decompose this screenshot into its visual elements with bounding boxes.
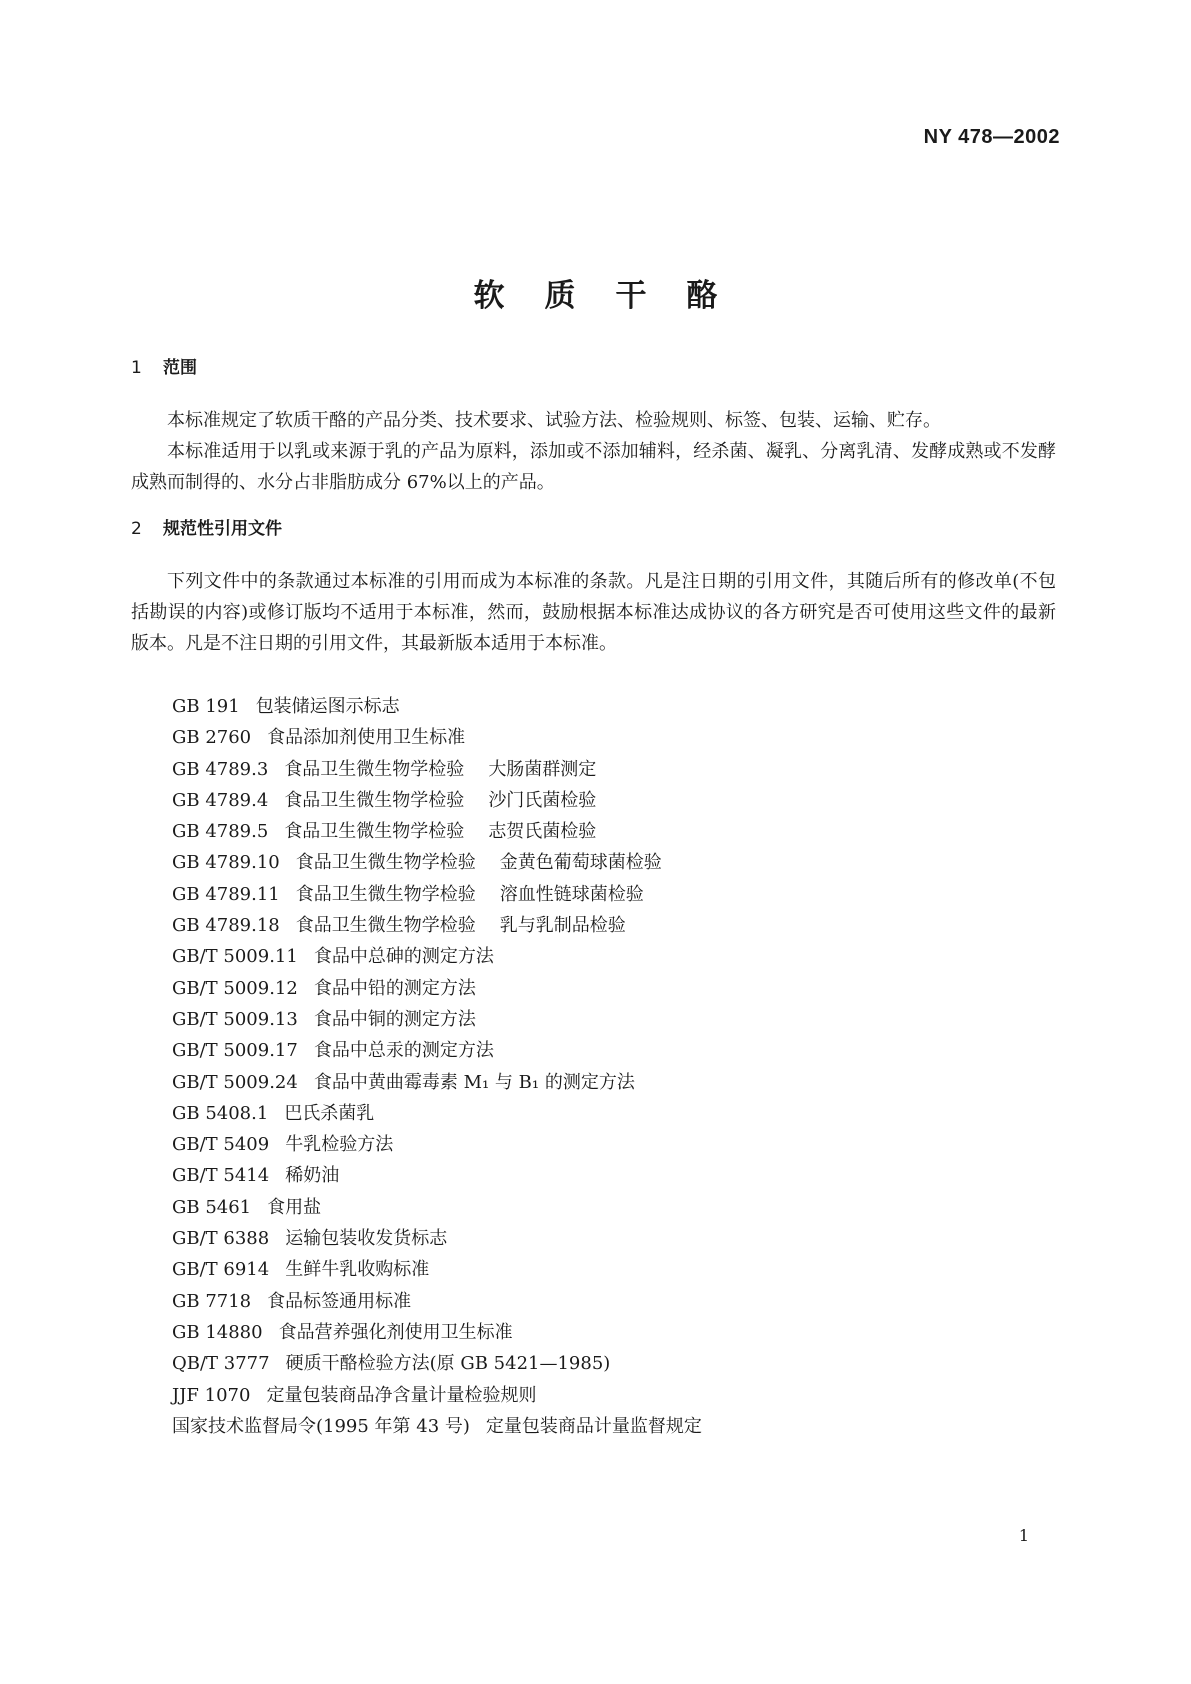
reference-code: GB 5461	[172, 1196, 252, 1218]
reference-title: 食品中黄曲霉毒素 M₁ 与 B₁ 的测定方法	[313, 1071, 635, 1093]
reference-code: GB 4789.4	[172, 789, 269, 811]
reference-code: GB 4789.18	[172, 915, 280, 937]
reference-title: 食品中总汞的测定方法	[313, 1040, 494, 1062]
reference-code: GB/T 5009.17	[172, 1040, 298, 1062]
reference-code: GB/T 5009.13	[172, 1008, 298, 1030]
reference-subtitle: 金黄色葡萄球菌检验	[499, 852, 662, 874]
reference-item	[172, 1411, 702, 1442]
reference-title: 巴氏杀菌乳	[284, 1102, 375, 1124]
reference-code: GB 191	[172, 696, 240, 717]
reference-item	[172, 1067, 702, 1098]
reference-code: GB 5408.1	[172, 1102, 269, 1124]
reference-title: 食品营养强化剂使用卫生标准	[278, 1321, 513, 1343]
reference-item	[172, 1286, 702, 1317]
reference-item	[172, 1035, 702, 1066]
reference-item	[172, 1317, 702, 1348]
reference-title: 食品中铜的测定方法	[313, 1008, 476, 1030]
reference-item	[172, 1129, 702, 1160]
reference-item	[172, 1192, 702, 1223]
reference-code: GB/T 5009.11	[172, 946, 298, 968]
scope-paragraph-1: 本标准规定了软质干酪的产品分类、技术要求、试验方法、检验规则、标签、包装、运输、贮存。	[167, 410, 941, 431]
reference-title: 运输包装收发货标志	[285, 1228, 448, 1250]
reference-code: GB 2760	[172, 727, 252, 749]
reference-item	[172, 754, 702, 785]
reference-subtitle: 沙门氏菌检验	[488, 789, 597, 811]
reference-code: GB 4789.10	[172, 852, 280, 874]
reference-item	[172, 816, 702, 847]
reference-subtitle: 大肠菌群测定	[488, 758, 597, 780]
reference-title: 食品卫生微生物学检验	[295, 852, 476, 874]
reference-code: GB 4789.11	[172, 883, 280, 905]
reference-title: 食品中铅的测定方法	[313, 977, 476, 999]
reference-subtitle: 乳与乳制品检验	[499, 915, 626, 937]
reference-code: GB 4789.3	[172, 758, 269, 780]
section-2-title: 规范性引用文件	[163, 519, 282, 539]
reference-item	[172, 691, 702, 722]
reference-item	[172, 1348, 702, 1379]
reference-title: 食品卫生微生物学检验	[295, 915, 476, 937]
reference-item	[172, 1098, 702, 1129]
reference-item	[172, 722, 702, 753]
reference-title: 食品卫生微生物学检验	[284, 821, 465, 843]
reference-item	[172, 1004, 702, 1035]
reference-code: GB 14880	[172, 1321, 263, 1343]
reference-title: 食品卫生微生物学检验	[284, 758, 465, 780]
reference-title: 食品卫生微生物学检验	[295, 883, 476, 905]
reference-title: 定量包装商品计量监督规定	[485, 1415, 702, 1437]
reference-code: GB/T 5414	[172, 1165, 270, 1187]
reference-item	[172, 1380, 702, 1411]
page-number: 1	[1018, 1526, 1029, 1545]
reference-item	[172, 785, 702, 816]
reference-code: GB/T 5009.12	[172, 977, 298, 999]
reference-subtitle: 志贺氏菌检验	[488, 821, 597, 843]
reference-code: GB 4789.5	[172, 821, 269, 843]
reference-title: 食品标签通用标准	[267, 1290, 412, 1312]
scope-paragraph-2: 本标准适用于以乳或来源于乳的产品为原料，添加或不添加辅料，经杀菌、凝乳、分离乳清、发酵成熟或不发酵成熟而制得的、水分占非脂肪成分 67%以上的产品。	[131, 441, 1056, 493]
reference-title: 食品中总砷的测定方法	[313, 946, 494, 968]
section-1-number: 1	[131, 358, 142, 378]
reference-title: 定量包装商品净含量计量检验规则	[266, 1384, 537, 1406]
reference-item	[172, 1160, 702, 1191]
reference-code: GB/T 5409	[172, 1134, 270, 1156]
reference-title: 食用盐	[267, 1196, 322, 1218]
reference-item	[172, 910, 702, 941]
reference-code: QB/T 3777	[172, 1353, 270, 1375]
reference-item	[172, 973, 702, 1004]
section-1-title: 范围	[163, 358, 197, 378]
section-2-number: 2	[131, 519, 142, 539]
section-2-heading	[131, 514, 282, 539]
reference-title: 牛乳检验方法	[285, 1134, 394, 1156]
reference-code: 国家技术监督局令(1995 年第 43 号)	[172, 1415, 470, 1437]
reference-title: 食品添加剂使用卫生标准	[267, 727, 466, 749]
reference-title: 稀奶油	[285, 1165, 340, 1187]
document-title: 软质干酪	[473, 278, 758, 314]
reference-subtitle: 溶血性链球菌检验	[499, 883, 644, 905]
reference-title: 硬质干酪检验方法(原 GB 5421—1985)	[285, 1353, 611, 1375]
section-1-heading	[131, 353, 197, 378]
reference-title: 生鲜牛乳收购标准	[285, 1259, 430, 1281]
reference-item	[172, 1254, 702, 1285]
reference-item	[172, 1223, 702, 1254]
reference-code: JJF 1070	[172, 1384, 251, 1406]
reference-item	[172, 847, 702, 878]
normative-reference-list	[172, 691, 702, 1442]
reference-item	[172, 879, 702, 910]
standard-code: NY 478—2002	[923, 126, 1060, 148]
reference-code: GB/T 6914	[172, 1259, 270, 1281]
reference-code: GB/T 6388	[172, 1228, 270, 1250]
reference-title: 食品卫生微生物学检验	[284, 789, 465, 811]
reference-code: GB 7718	[172, 1290, 252, 1312]
references-intro-paragraph: 下列文件中的条款通过本标准的引用而成为本标准的条款。凡是注日期的引用文件，其随后所有的修改单(不包括勘误的内容)或修订版均不适用于本标准，然而，鼓励根据本标准达成协议的各方研究是否可使用这些文件的最新版本。凡是不注日期的引用文件，其最新版本适用于本标准。	[131, 571, 1056, 654]
reference-title: 包装储运图示标志	[255, 696, 400, 717]
reference-code: GB/T 5009.24	[172, 1071, 298, 1093]
reference-item	[172, 941, 702, 972]
